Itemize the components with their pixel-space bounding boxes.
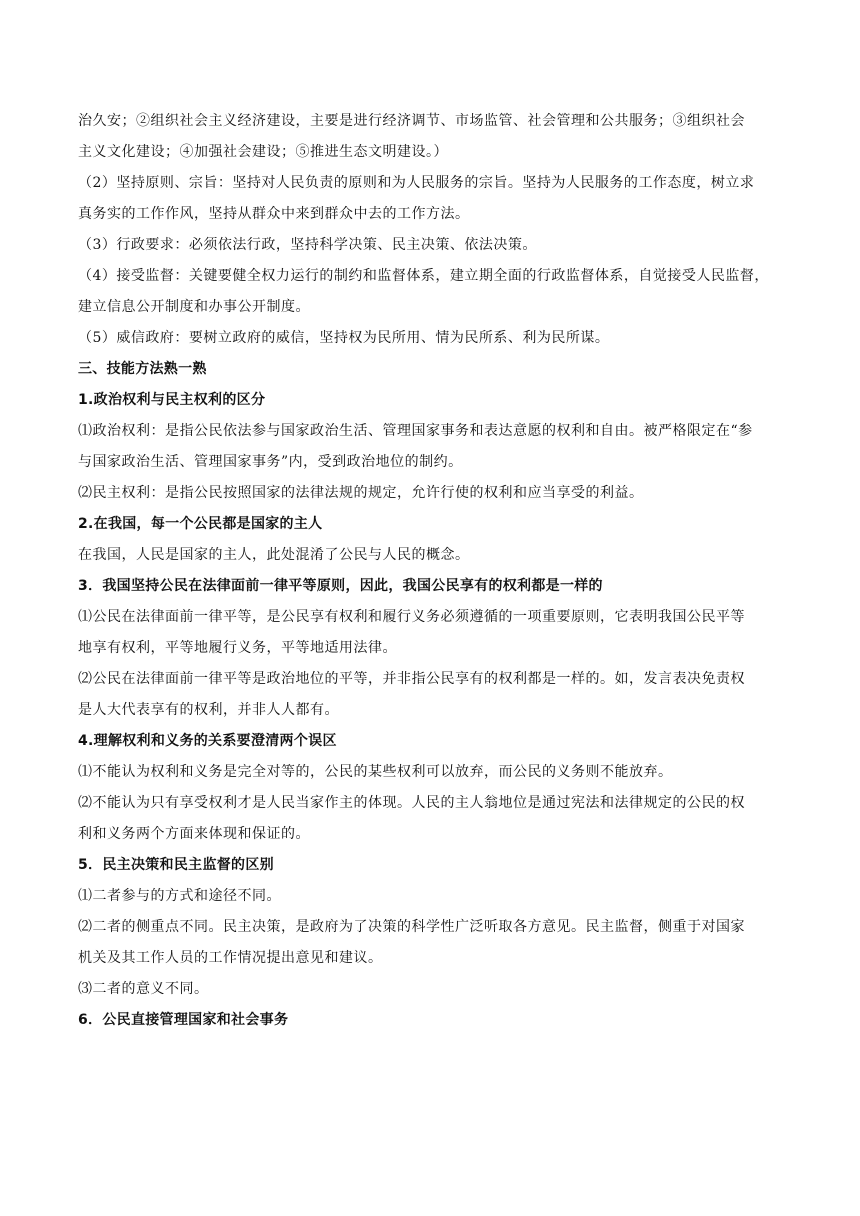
paragraph-line: ⑴公民在法律面前一律平等，是公民享有权利和履行义务必须遵循的一项重要原则，它表明我国公民平等 (78, 609, 745, 625)
subheading-1: 1.政治权利与民主权利的区分 (78, 392, 266, 408)
paragraph-line: 利和义务两个方面来体现和保证的。 (78, 826, 310, 842)
paragraph-line: ⑴不能认为权利和义务是完全对等的，公民的某些权利可以放弃，而公民的义务则不能放弃。 (78, 764, 673, 780)
paragraph-line: （2）坚持原则、宗旨：坚持对人民负责的原则和为人民服务的宗旨。坚持为人民服务的工作态度，树立求 (78, 175, 755, 191)
paragraph-line: 地享有权利，平等地履行义务，平等地适用法律。 (78, 640, 397, 656)
paragraph-line: 建立信息公开制度和办事公开制度。 (78, 299, 310, 315)
paragraph-line: 是人大代表享有的权利，并非人人都有。 (78, 702, 339, 718)
paragraph-line: 主义文化建设；④加强社会建设；⑤推进生态文明建设。） (78, 144, 448, 160)
paragraph-line: ⑵不能认为只有享受权利才是人民当家作主的体现。人民的主人翁地位是通过宪法和法律规定的公民的权 (78, 795, 745, 811)
subheading-3: 3．我国坚持公民在法律面前一律平等原则，因此，我国公民享有的权利都是一样的 (78, 578, 603, 594)
subheading-6: 6．公民直接管理国家和社会事务 (78, 1012, 289, 1028)
paragraph-line: 治久安；②组织社会主义经济建设，主要是进行经济调节、市场监管、社会管理和公共服务；③组织社会 (78, 113, 745, 129)
subheading-2: 2.在我国，每一个公民都是国家的主人 (78, 516, 323, 532)
paragraph-line: 在我国，人民是国家的主人，此处混淆了公民与人民的概念。 (78, 547, 470, 563)
paragraph-line: （5）威信政府：要树立政府的威信，坚持权为民所用、情为民所系、利为民所谋。 (78, 330, 610, 346)
paragraph-line: 真务实的工作作风，坚持从群众中来到群众中去的工作方法。 (78, 206, 470, 222)
section-heading: 三、技能方法熟一熟 (78, 361, 207, 377)
paragraph-line: ⑶二者的意义不同。 (78, 981, 209, 997)
subheading-5: 5．民主决策和民主监督的区别 (78, 857, 274, 873)
paragraph-line: 机关及其工作人员的工作情况提出意见和建议。 (78, 950, 383, 966)
paragraph-line: ⑵民主权利：是指公民按照国家的法律法规的规定，允许行使的权利和应当享受的利益。 (78, 485, 644, 501)
paragraph-line: ⑵二者的侧重点不同。民主决策，是政府为了决策的科学性广泛听取各方意见。民主监督，侧重于对国家 (78, 919, 745, 935)
paragraph-line: ⑵公民在法律面前一律平等是政治地位的平等，并非指公民享有的权利都是一样的。如，发言表决免责权 (78, 671, 745, 687)
paragraph-line: ⑴政治权利：是指公民依法参与国家政治生活、管理国家事务和表达意愿的权利和自由。被严格限定在“参 (78, 423, 753, 439)
paragraph-line: （4）接受监督：关键要健全权力运行的制约和监督体系，建立期全面的行政监督体系，自觉接受人民监督， (78, 268, 769, 284)
paragraph-line: ⑴二者参与的方式和途径不同。 (78, 888, 281, 904)
paragraph-line: 与国家政治生活、管理国家事务”内，受到政治地位的制约。 (78, 454, 463, 470)
subheading-4: 4.理解权利和义务的关系要澄清两个误区 (78, 733, 337, 749)
paragraph-line: （3）行政要求：必须依法行政，坚持科学决策、民主决策、依法决策。 (78, 237, 537, 253)
document-page (78, 106, 784, 1036)
